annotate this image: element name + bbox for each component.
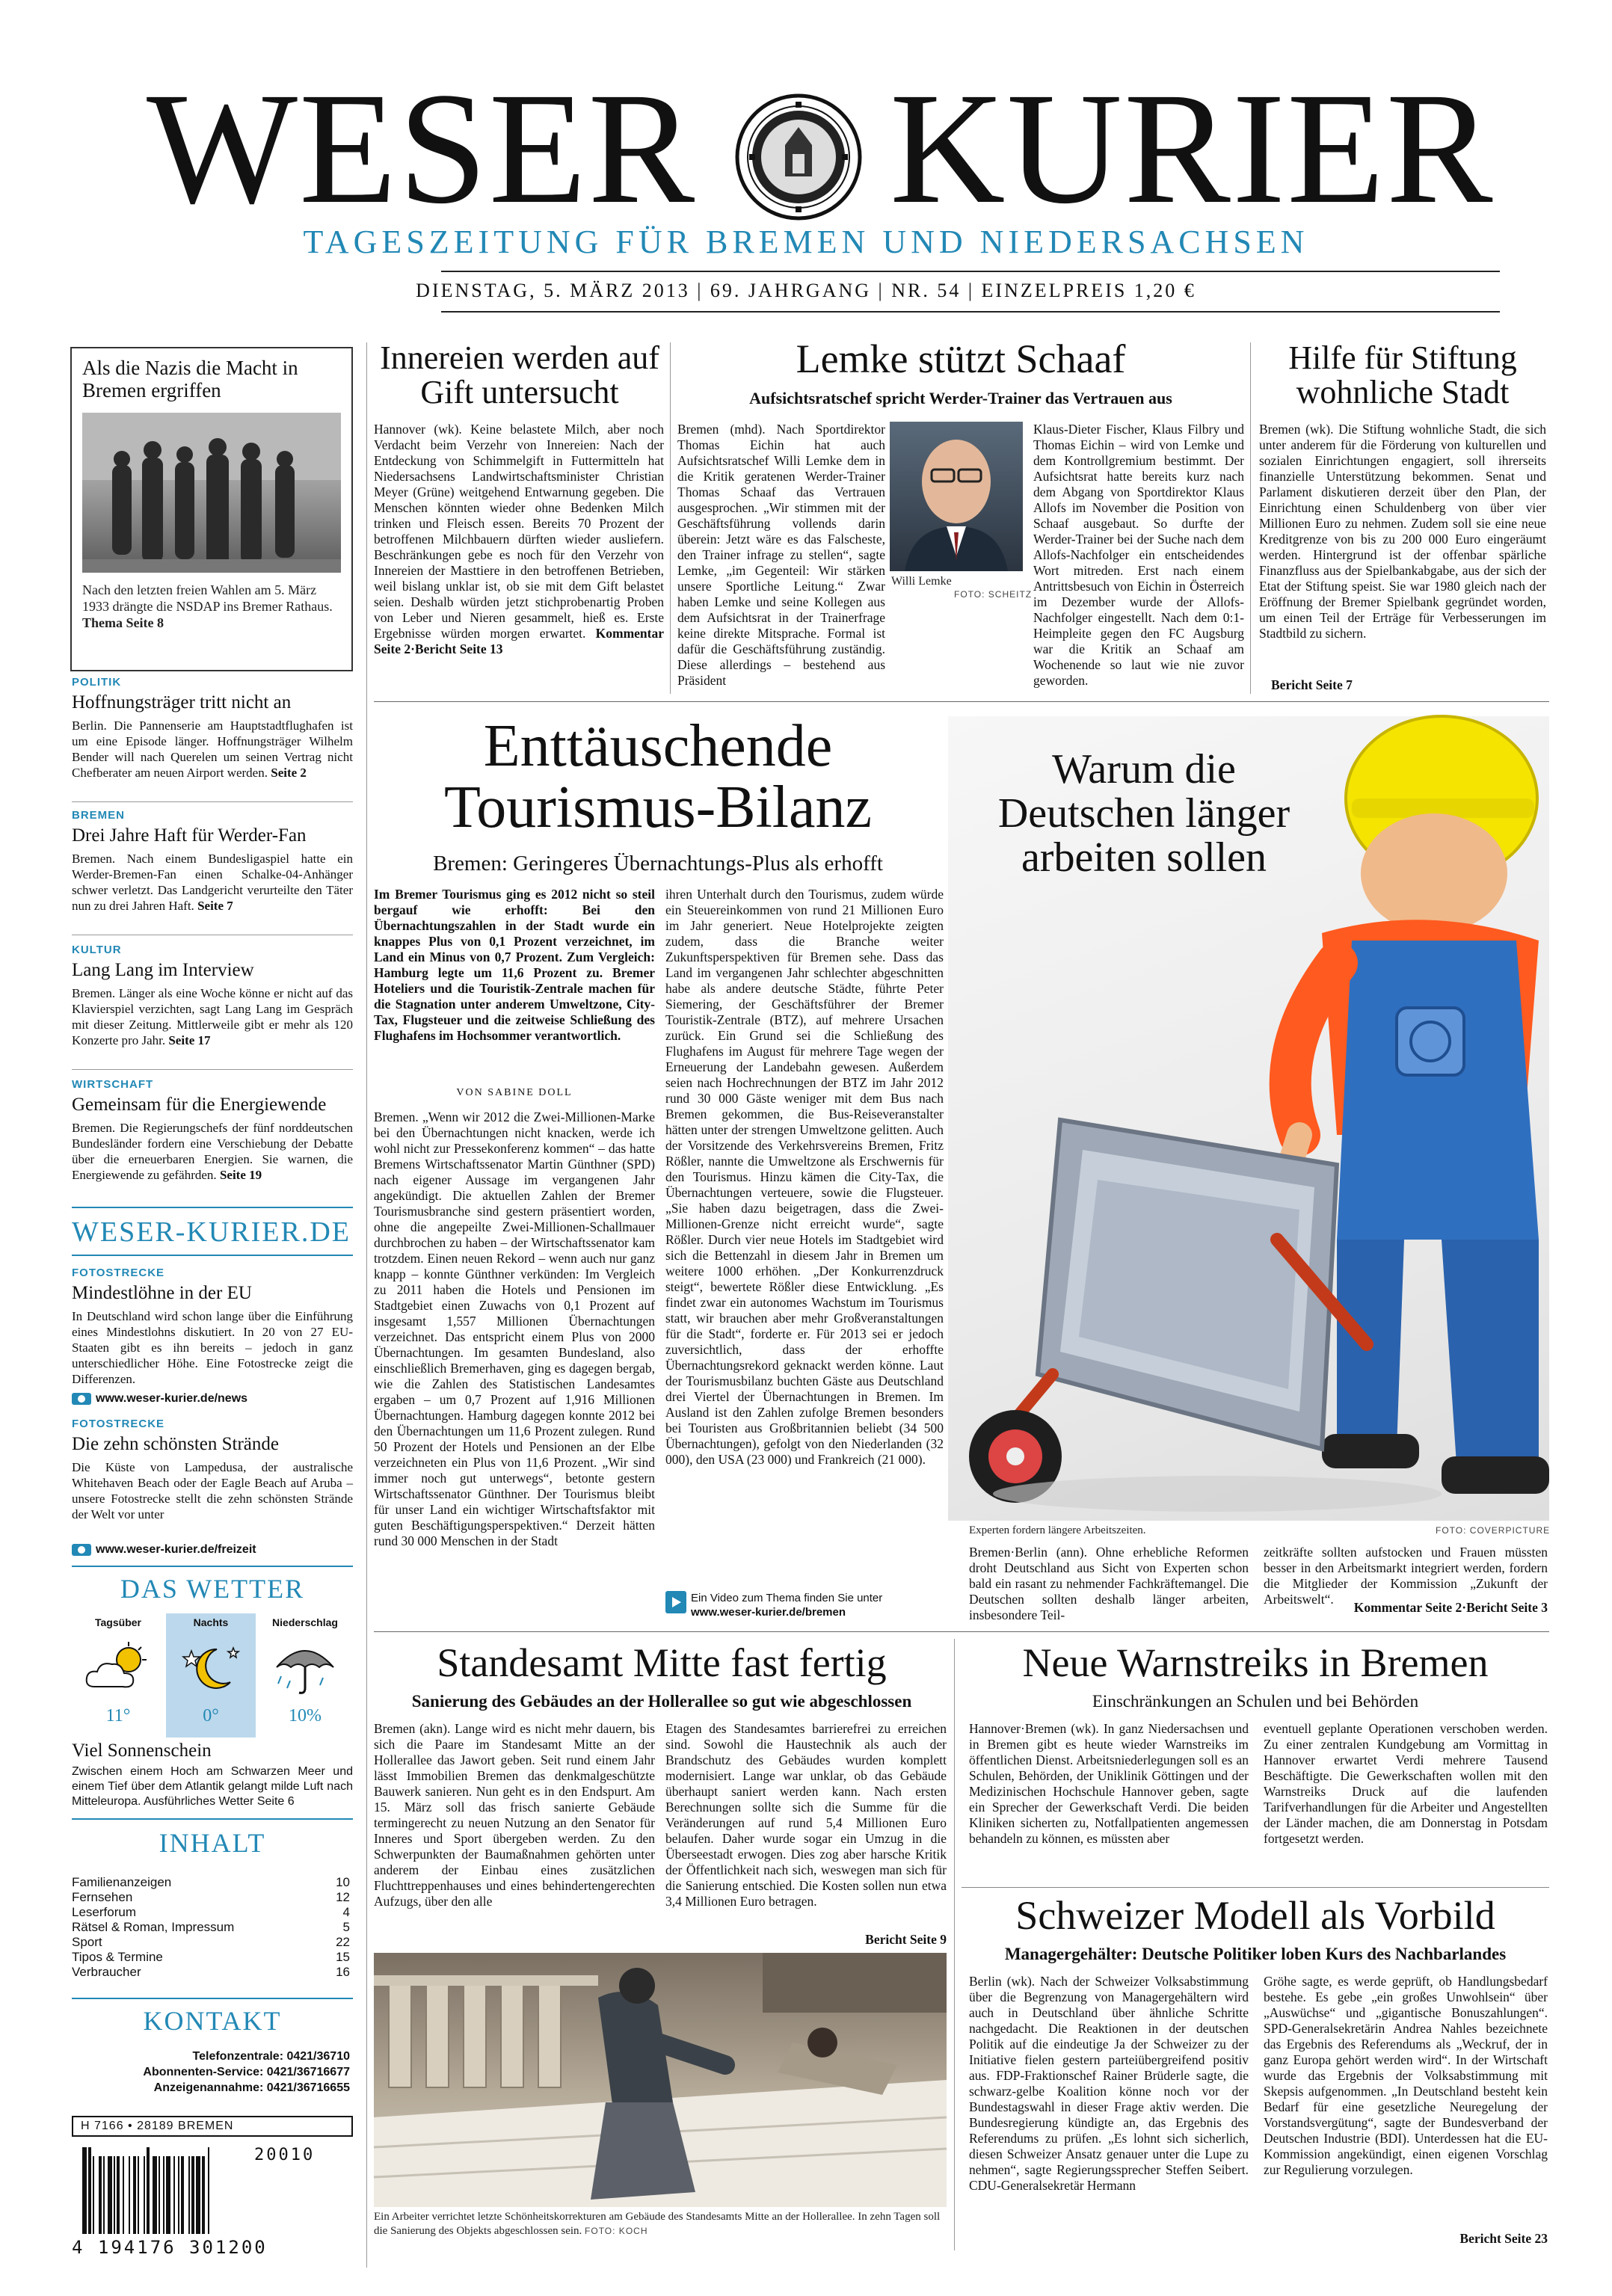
online-link-1-text: www.weser-kurier.de/news [96, 1392, 248, 1405]
sidebar-text-bremen-body: Bremen. Nach einem Bundesligaspiel hatte ein Werder-Bremen-Fan einen Schalke-04-Anhänger schwer verletzt. Das Landgericht verurteilte den Täter nun zu drei Jahren Haft. [72, 852, 353, 913]
barcode [82, 2146, 351, 2234]
contents-row[interactable] [72, 1890, 350, 1905]
teaser-caption [82, 582, 344, 631]
contents-row-page: 5 [342, 1920, 350, 1934]
barcode-addon: 20010 [254, 2146, 316, 2164]
online-bottom-rule [72, 1255, 353, 1256]
online-link-1[interactable] [72, 1392, 247, 1406]
contents-row[interactable] [72, 1920, 350, 1935]
warnstreiks-text-col2: eventuell geplante Operationen verschoben werden. Zu einer zentralen Kundgebung am Vormittag in Hannover erwartet Verdi mehrere Tausend Beschäftigte. Die Gewerkschaften wollen mit den Warnstreiks Druck auf die laufenden Tarifverhandlungen für die Arbeiter und Angestellten der Länder machen, die am Donnerstag in Potsdam fortgesetzt werden. [1264, 1721, 1548, 1846]
camera-icon [72, 1544, 91, 1556]
online-link-2[interactable] [72, 1543, 256, 1557]
weather-label-day: Tagsüber [95, 1616, 141, 1628]
top-stories-rule [374, 701, 1549, 702]
work-text-col1: Bremen·Berlin (ann). Ohne erhebliche Reformen droht Deutschland aus Sicht von Experten schon bald ein rasant zu nehmender Fachkräftemangel. Die Deutschen sollten deshalb länger arbeiten, insbesondere Teil- [969, 1545, 1249, 1622]
sidebar-divider [72, 1069, 353, 1070]
masthead-tagline: TAGESZEITUNG FÜR BREMEN UND NIEDERSACHSEN [303, 224, 1309, 260]
schweiz-ref: Bericht Seite 23 [1459, 2231, 1548, 2246]
masthead-word-right: KURIER [890, 60, 1495, 237]
camera-icon [72, 1393, 91, 1405]
sidebar-headline-kultur[interactable]: Lang Lang im Interview [72, 960, 254, 980]
lead-headline[interactable] [374, 713, 942, 840]
work-photo-credit: FOTO: COVERPICTURE [1436, 1525, 1551, 1536]
lead-text-col1: Bremen. „Wenn wir 2012 die Zwei-Millionen-Marke bei den Übernachtungen nicht knacken, werde ich wohl nicht zur Pressekonferenz kommen“ – das hatte Bremens Wirtschaftssenator Martin Günthner (SPD) nach eigener Aussage im vergangenen Jahr angekündigt. Die aktuellen Zahlen der Bremer Tourismusbranche sind gestern präsentiert worden, ohne die angepeilte Zwei-Millionen-Schallmauer durchbrochen zu haben – der Wirtschaftssenator kam trotzdem. Einen neuen Rekord – wenn auch nur ganz knapp – konnte Günthner verkünden: Im Vergleich zu 2011 haben die Hotels und Pensionen im Stadtgebiet einen Zuwachs von 0,1 Prozent auf insgesamt 1,557 Millionen Übernachtungen verzeichnet. Das entspricht einem Plus von 2000 Übernachtungen. Im gesamten Bundesland, also einschließlich Bremerhaven, ging es dagegen bergab, wie die Zahlen des Statistischen Landesamtes ergaben – um 0,7 Prozent auf 1,916 Millionen Übernachtungen. Hamburg dagegen konnte 2012 bei den Übernachtungen um 11,6 Prozent zulegen. Rund 50 Prozent der Hotels und Pensionen an der Elbe verzeichneten ein Plus von 11,6 Prozent. „Wir sind immer noch gut unterwegs“, betonte gestern Wirtschaftssenator Günthner. Der Tourismus bleibt für unser Land ein wichtiger Wirtschaftsfaktor mit guten Beschäftigungsperspektiven.“ Derzeit hätten rund 30 000 Menschen in der Stadt [374, 1109, 655, 1548]
contents-row[interactable] [72, 1905, 350, 1920]
online-headline-1[interactable]: Mindestlöhne in der EU [72, 1283, 252, 1303]
lead-headline-line-2: Tourismus-Bilanz [443, 774, 873, 840]
contact-phone-main[interactable]: Telefonzentrale: 0421/36710 [192, 2050, 350, 2063]
video-icon [665, 1591, 686, 1613]
teaser-historical-photo [82, 413, 341, 573]
contents-row-page: 4 [342, 1905, 350, 1919]
sidebar-text-politik [72, 718, 353, 798]
postal-code-box: H 7166 • 28189 BREMEN [72, 2116, 353, 2137]
sidebar-ref-wirtschaft: Seite 19 [219, 1168, 262, 1182]
contents-row-page: 15 [336, 1950, 350, 1964]
online-link-2-text: www.weser-kurier.de/freizeit [96, 1543, 256, 1556]
masthead-word-left: WESER [147, 60, 697, 237]
online-category-2: FOTOSTRECKE [72, 1418, 165, 1430]
online-category-1: FOTOSTRECKE [72, 1267, 165, 1279]
sidebar-headline-bremen[interactable]: Drei Jahre Haft für Werder-Fan [72, 825, 307, 846]
lead-video-url: www.weser-kurier.de/bremen [691, 1606, 846, 1619]
column-rule [954, 1639, 955, 2250]
lemke-headline[interactable]: Lemke stützt Schaaf [796, 336, 1126, 381]
sidebar-text-wirtschaft-body: Bremen. Die Regierungschefs der fünf norddeutschen Bundesländer fordern eine Verschiebung der Debatte über die erneuerbaren Energien. Sie warnen, die Energiewende zu gefährden. [72, 1121, 353, 1182]
sidebar-category-politik: POLITIK [72, 676, 122, 689]
sidebar-text-bremen [72, 851, 353, 930]
contact-top-rule [72, 1998, 353, 1999]
schweiz-headline[interactable]: Schweizer Modell als Vorbild [1015, 1893, 1495, 1938]
standesamt-ref: Bericht Seite 9 [865, 1932, 947, 1947]
lemke-photo-caption: Willi Lemke [891, 575, 952, 588]
online-text-2: Die Küste von Lampedusa, der australische Whitehaven Beach oder der Eagle Beach auf Aruba – unsere Fotostrecke stellt die zehn schönsten Strände der Welt vor unter [72, 1460, 353, 1521]
online-headline-2[interactable]: Die zehn schönsten Strände [72, 1434, 280, 1454]
standesamt-photo-caption-text: Ein Arbeiter verrichtet letzte Schönheitskorrekturen am Gebäude des Standesamts Mitte an der Hollerallee. In zehn Tagen soll die Sanierung des Objekts abgeschlossen sein. [374, 2211, 941, 2237]
contents-row-page: 10 [336, 1875, 350, 1889]
weather-value-night: 0° [203, 1706, 219, 1726]
work-photo-caption: Experten fordern längere Arbeitszeiten. [969, 1524, 1146, 1536]
sidebar-ref-politik: Seite 2 [271, 766, 307, 780]
sidebar-text-wirtschaft [72, 1120, 353, 1199]
stiftung-ref: Bericht Seite 7 [1271, 677, 1353, 692]
contents-title: INHALT [159, 1828, 266, 1858]
contents-row-label: Fernsehen [72, 1890, 133, 1904]
column-rule [1250, 342, 1251, 694]
sidebar-text-kultur [72, 985, 353, 1065]
weather-value-day: 11° [105, 1706, 131, 1726]
schweiz-text-col2: Gröhe sagte, es werde geprüft, ob Handlungsbedarf bestehe. Es gebe „ein großes Unwohlsein“ über „Auswüchse“ und „gigantische Bonuszahlungen“. SPD-Generalsekretärin Andrea Nahles bezeichnete das Ergebnis des Referendums als „Weckruf, der in ganz Europa gehört werden wird“. In der Wirtschaft wurde das Ergebnis der Volksabstimmung mit Skepsis aufgenommen. „In Deutschland besteht kein Bedarf für eine gesetzliche Neuregelung der Vorstandsvergütung“, sagte der Bundesverband der Deutschen Industrie (BDI). Unterdessen hat die EU-Kommission angekündigt, einen eigenen Vorschlag zur Regulierung vorzulegen. [1264, 1974, 1548, 2177]
standesamt-text-col2: Etagen des Standesamtes barrierefrei zu erreichen sind. Sowohl die Haustechnik als auch der Brandschutz des Gebäudes wurden komplett modernisiert. Lange war unklar, ob das Gebäude überhaupt saniert werden kann. Nach ersten Berechnungen sollte sich die Summe für die Veränderungen auf rund 5,4 Millionen Euro belaufen. Daher wurde sogar ein Umzug in die Überseestadt erwogen. Dies zog aber harsche Kritik der Öffentlichkeit nach sich, weswegen man sich für die Sanierung entschied. Die Kosten sollen nun etwa 3,4 Millionen Euro betragen. [665, 1721, 947, 1909]
stiftung-text: Bremen (wk). Die Stiftung wohnliche Stadt, die sich unter anderem für die Förderung von kulturellen und sozialen Einrichtungen engagiert, soll ihrerseits finanzielle Unterstützung bekommen. Senat und Parlament diskutieren derzeit über den Plan, der Einrichtung einen Schuldenberg von über vier Millionen Euro zu nehmen. Zudem soll sie eine neue Kreditgrenze von bis zu 200 000 Euro eingeräumt werden. Hintergrund ist der offenbar spärliche Finanzfluss aus der Spielbankabgabe, aus der sich der Etat der Stiftung speist. Sie war 1980 gleich nach der Eröffnung der Bremer Spielbank gegründet worden, um einen Teil der Erträge für Verbesserungen im Stadtbild zu sichern. [1259, 422, 1546, 641]
contents-row-label: Familienanzeigen [72, 1875, 172, 1889]
lemke-portrait-photo [890, 422, 1023, 571]
innereien-headline[interactable]: Innereien werden auf Gift untersucht [380, 339, 659, 411]
barcode-number: 4 194176 301200 [72, 2237, 268, 2258]
warnstreiks-subhead: Einschränkungen an Schulen und bei Behörden [1092, 1692, 1419, 1711]
contents-row-label: Leserforum [72, 1905, 136, 1919]
standesamt-headline[interactable]: Standesamt Mitte fast fertig [437, 1640, 887, 1685]
city-seal-emblem [734, 93, 863, 221]
warnstreiks-text-col1: Hannover·Bremen (wk). In ganz Niedersachsen und in Bremen gibt es heute wieder Warnstreiks im öffentlichen Dienst. Arbeitsniederlegungen soll es an Schulen, Behörden, der Uniklinik Göttingen und der Medizinischen Hochschule Hannover geben, sagte ein Sprecher der Gewerkschaft Verdi. Die beiden Kliniken sicherten zu, Notfallpatienten angemessen behandeln zu können, es müssten aber [969, 1721, 1249, 1846]
weather-headline: Viel Sonnenschein [72, 1741, 212, 1761]
lead-video-note: Ein Video zum Thema finden Sie unter [691, 1592, 883, 1604]
online-text-1: In Deutschland wird schon lange über die Einführung eines Mindestlohns diskutiert. In 20 von 27 EU-Staaten gibt es ihn bereits – jedoch in ganz unterschiedlicher Höhe. Eine Fotostrecke zeigt die Differenzen. [72, 1309, 353, 1386]
warnstreiks-headline[interactable]: Neue Warnstreiks in Bremen [1022, 1640, 1489, 1685]
contents-row-page: 22 [336, 1935, 350, 1949]
work-text-col2: zeitkräfte sollten aufstocken und Frauen müssten besser in den Arbeitsmarkt integriert werden, fordern die Mitglieder der Kommission „Zukunft der Arbeitswelt“. [1264, 1545, 1548, 1607]
standesamt-text-col1: Bremen (akn). Lange wird es nicht mehr dauern, bis sich die Paare im Standesamt Mitte an der Hollerallee das Jawort geben. Seit rund einem Jahr lässt Immobilien Bremen das denkmalgeschützte Bauwerk sanieren. Nun geht es in den Endspurt. Am 15. März soll das frisch sanierte Gebäude termingerecht zu neuen Nutzung an den Senator für Inneres und Sport übergeben werden. Zu den Schwerpunkten der Baumaßnahmen gehörten unter anderem der Einbau eines zusätzlichen Fluchttreppenhauses und eines behindertengerechten Aufzugs, über den alle [374, 1721, 655, 1909]
contact-lines [72, 2049, 350, 2096]
innereien-text [374, 422, 664, 691]
weather-label-rain: Niederschlag [272, 1616, 338, 1628]
dateline-bottom-rule [441, 311, 1500, 313]
schweiz-text-col1: Berlin (wk). Nach der Schweizer Volksabstimmung über die Begrenzung von Managergehältern wird auch in Deutschland über ähnliche Schritte nachgedacht. Die Reaktionen in der deutschen Politik auf die eindeutige Ja der Schweizer zu der Initiative fielen gestern parteiübergreifend positiv aus. FDP-Fraktionschef Rainer Brüderle sagte, die schwarz-gelbe Koalition könne noch vor der Bundestagswahl in dieser Frage aktiv werden. Die Bundesregierung kündigte an, das Ergebnis des Referendums zu prüfen. „Es lohnt sich sicherlich, diesen Schweizer Ansatz genauer unter die Lupe zu nehmen“, sagte Regierungssprecher Steffen Seibert. CDU-Generalsekretär Hermann [969, 1974, 1249, 2193]
barcode-bar [209, 2147, 211, 2234]
online-section-title[interactable]: WESER-KURIER.DE [72, 1216, 351, 1248]
lemke-photo-credit: FOTO: SCHEITZ [954, 589, 1033, 600]
weather-value-rain: 10% [289, 1706, 322, 1726]
contents-row-label: Tipos & Termine [72, 1950, 163, 1964]
contents-row-label: Verbraucher [72, 1965, 141, 1979]
sidebar-column-rule [366, 342, 367, 2268]
column-rule [670, 342, 671, 694]
innereien-ref: Kommentar Seite 2·Bericht Seite 13 [374, 626, 665, 656]
lead-video-link[interactable] [665, 1591, 944, 1619]
schweiz-subhead: Managergehälter: Deutsche Politiker loben Kurs des Nachbarlandes [1004, 1945, 1507, 1963]
sidebar-headline-politik[interactable]: Hoffnungsträger tritt nicht an [72, 692, 292, 713]
moon-stars-icon [176, 1640, 245, 1700]
sidebar-divider [72, 801, 353, 802]
lead-intro: Im Bremer Tourismus ging es 2012 nicht so steil bergauf wie erhofft: Bei den Übernachtungszahlen in der Stadt wurde ein knappes Plus von 0,1 Prozent verzeichnet, im Land ein Minus von 0,7 Prozent. Zum Vergleich: Hamburg legte um 11,6 Prozent zu. Bremer Hoteliers und die Touristik-Zentrale machen für die Stagnation unter anderem Umweltzone, City-Tax, Flugsteuer und die zeitweise Schließung des Flughafens im Hochsommer verantwortlich. [374, 887, 655, 1043]
standesamt-subhead: Sanierung des Gebäudes an der Hollerallee so gut wie abgeschlossen [411, 1692, 912, 1711]
weather-text: Zwischen einem Hoch am Schwarzen Meer und einem Tief über dem Atlantik gelangt milde Luft nach Mitteleuropa. Ausführliches Wetter Seite 6 [72, 1765, 353, 1808]
sidebar-teaser-box[interactable] [70, 347, 353, 671]
sidebar-text-politik-body: Berlin. Die Pannenserie am Hauptstadtflughafen ist um eine Episode länger. Hoffnungsträger Wilhelm Bender will nach Querelen um seinen Vertrag nicht Chefberater am neuen Airport werden. [72, 718, 353, 780]
online-top-rule [72, 1207, 353, 1208]
sun-cloud-icon [82, 1640, 154, 1700]
contents-row[interactable] [72, 1875, 350, 1890]
lead-headline-line-1: Enttäuschende [483, 713, 833, 779]
lead-text-col2: ihren Unterhalt durch den Tourismus, zudem würde ein Steuereinkommen von rund 21 Millionen Euro im Jahr generiert. Neue Hotelprojekte zeigten zudem, dass die Branche weiter Zukunftsperspektiven für Bremen sehe. Dass das Land im vergangenen Jahr schlechter abgeschnitten habe als andere deutsche Städte, führte Peter Siemering, der Geschäftsführer der Bremer Touristik-Zentrale (BTZ), auf mehrere Ursachen zurück. Ein Grund sei die Schließung des Flughafens im August für mehrere Tage wegen der Erneuerung der Landebahn gewesen. Außerdem seien nach Hochrechnungen der BTZ im Jahr 2012 rund 30 000 Gäste weniger mit dem Bus nach Bremen gekommen, die Bus-Reiseveranstalter hätten unter der strengen Umweltzone gelitten. Auch der Vorsitzende des Verkehrsvereins Bremen, Fritz Rößler, nannte die Umweltzone als Erschwernis für den Tourismus. Hinzu kämen die City-Tax, die Übernachtungen verteuere, sowie die Flugsteuer. „Sie haben dazu beigetragen, dass die Zwei-Millionen-Grenze nicht erreicht wurde“, sagte Rößler. Durch vier neue Hotels im Stadtgebiet wird sich die Bettenzahl in diesem Jahr in Bremen um weitere 1000 erhöhen. „Der Konkurrenzdruck steigt“, bewertete Rößler diese Entwicklung. „Es findet zwar ein autonomes Wachstum im Tourismus statt, wir brauchen aber mehr Großveranstaltungen für die Stadt“, forderte er. Für 2013 sei er jedoch zuversichtlich, dass der erhoffte Übernachtungsrekord geknackt werden könne. Laut der Tourismusbilanz buchten Gäste aus Deutschland drei Viertel der Übernachtungen in Bremen. Im Ausland ist den Zahlen zufolge Bremen besonders bei Touristen aus Großbritannien beliebt (34 500 Übernachtungen), gefolgt von den Niederlanden (32 000), den USA (23 000) und Frankreich (21 000). [665, 887, 944, 1467]
contact-phone-ads[interactable]: Anzeigenannahme: 0421/36716655 [153, 2081, 350, 2094]
lemke-subhead: Aufsichtsratschef spricht Werder-Trainer das Vertrauen aus [749, 389, 1172, 407]
contents-row[interactable] [72, 1965, 350, 1980]
lead-byline: VON SABINE DOLL [456, 1087, 573, 1098]
contents-row[interactable] [72, 1950, 350, 1965]
standesamt-worker-photo [374, 1953, 947, 2207]
sidebar-ref-kultur: Seite 17 [168, 1033, 211, 1047]
lemke-text-col2: Klaus-Dieter Fischer, Klaus Filbry und Thomas Eichin – wird von Lemke und dem Kontrollgremium bestimmt. Der Aufsichtsrat hatte bereits kurz nach dem Abgang von Sportdirektor Klaus Allofs im November die Position von Schaaf ausgebaut. So durfte der Werder-Trainer bei der Suche nach dem Allofs-Nachfolger ein entscheidendes Wort mitreden. Erst nach einem Antrittsbesuch von Eichin in Österreich im Dezember wurde der Allofs-Nachfolger eingestellt. Nach dem 0:1-Heimpleite gegen den FC Augsburg war die Kritik an Schaaf am Wochenende so laut wie nie zuvor geworden. [1033, 422, 1244, 688]
teaser-ref: Thema Seite 8 [82, 615, 164, 630]
contents-row-page: 12 [336, 1890, 350, 1904]
weather-top-rule [72, 1566, 353, 1567]
contents-row[interactable] [72, 1935, 350, 1950]
teaser-headline: Als die Nazis die Macht in Bremen ergriffen [82, 357, 298, 401]
sidebar-category-wirtschaft: WIRTSCHAFT [72, 1078, 154, 1091]
work-headline[interactable]: Warum die Deutschen länger arbeiten sollen [997, 746, 1290, 881]
stiftung-headline[interactable]: Hilfe für Stiftung wohnliche Stadt [1288, 339, 1517, 411]
standesamt-photo-credit: FOTO: KOCH [585, 2226, 648, 2236]
innereien-text-body: Hannover (wk). Keine belastete Milch, aber noch Verdacht beim Verzehr von Innereien: Nach der Entdeckung von Schimmelgift in Futtermitteln hat Niedersachsens Landwirtschaftsminister Christian Meyer (Grüne) weitgehend Entwarnung gegeben. Die Menschen könnten wieder ohne Bedenken Milch trinken und Fleisch essen. Bereits 70 Prozent der betroffenen Milchbauern dürften wieder ausliefern. Beschränkungen gebe es noch für den Verzehr von Innereien der Masttiere in den betroffenen Betrieben, weil bislang unklar ist, ob sie mit dem Gift belastet seien. Deshalb würden jetzt stichprobenartig Proben von Leber und Nieren gesammelt, hieß es. Erste Ergebnisse würden morgen erwartet. [374, 422, 664, 641]
lemke-text-col1: Bremen (mhd). Nach Sportdirektor Thomas Eichin hat auch Aufsichtsratschef Willi Lemke dem in die Kritik geratenen Werder-Trainer Thomas Schaaf das Vertrauen ausgesprochen. „Wir stimmen mit der Geschäftsführung vollends darin überein: Jetzt wäre es das Falscheste, den Trainer infrage zu stellen“, sagte Lemke, „im Gegenteil: Wir stärken unsere Sportliche Leitung.“ Zwar haben Lemke und seine Kollegen aus dem Aufsichtsrat in der Trainerfrage keine direkte Mitsprache. Formal ist dafür die Geschäftsführung zuständig. Diese allerdings – bestehend aus Präsident [677, 422, 885, 688]
contents-top-rule [72, 1818, 353, 1820]
standesamt-photo-caption [374, 2210, 947, 2238]
sidebar-headline-wirtschaft[interactable]: Gemeinsam für die Energiewende [72, 1095, 327, 1115]
sidebar-category-kultur: KULTUR [72, 944, 122, 956]
teaser-caption-text: Nach den letzten freien Wahlen am 5. März 1933 drängte die NSDAP ins Bremer Rathaus. [82, 582, 333, 614]
umbrella-icon [271, 1639, 339, 1702]
contact-phone-subscriber[interactable]: Abonnenten-Service: 0421/36716677 [143, 2066, 350, 2078]
weather-label-night: Nachts [193, 1616, 229, 1628]
weather-title: DAS WETTER [120, 1574, 305, 1604]
contents-row-label: Sport [72, 1935, 102, 1949]
contents-row-label: Rätsel & Roman, Impressum [72, 1920, 235, 1934]
work-ref: Kommentar Seite 2·Bericht Seite 3 [1353, 1600, 1548, 1615]
contents-row-page: 16 [336, 1965, 350, 1979]
sidebar-category-bremen: BREMEN [72, 809, 126, 822]
lead-subhead: Bremen: Geringeres Übernachtungs-Plus als erhofft [433, 852, 883, 875]
sidebar-text-kultur-body: Bremen. Länger als eine Woche könne er nicht auf das Klavierspiel verzichten, sagt Lang Lang im Gespräch mit dieser Zeitung. Mittlerweile gibt er mehr als 120 Konzerte pro Jahr. [72, 986, 353, 1047]
dateline-top-rule [441, 271, 1500, 272]
dateline: DIENSTAG, 5. MÄRZ 2013 | 69. JAHRGANG | NR. 54 | EINZELPREIS 1,20 € [416, 280, 1196, 301]
sidebar-ref-bremen: Seite 7 [197, 899, 233, 913]
contact-title: KONTAKT [143, 2006, 282, 2036]
mid-rule [374, 1631, 1549, 1632]
warnstreiks-rule [962, 1887, 1549, 1888]
